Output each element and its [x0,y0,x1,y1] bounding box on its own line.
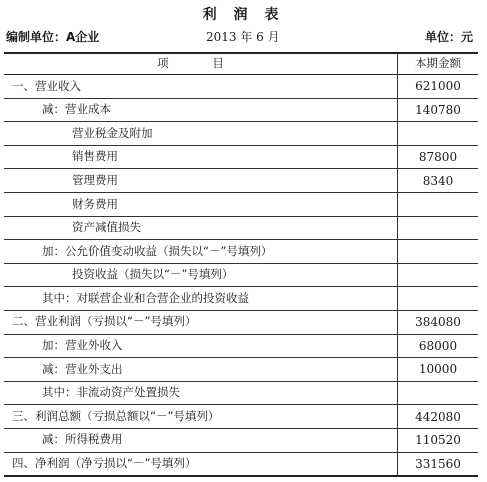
table-row [4,310,478,334]
row-amount: 87800 [398,145,479,169]
column-header-amount: 本期金额 [398,53,479,75]
table-row [4,405,478,429]
row-amount [398,381,479,405]
table-row [4,287,478,311]
row-label: 一、营业收入 [4,75,398,99]
table-row [4,240,478,264]
row-label: 减：营业成本 [4,98,398,122]
table-row [4,122,478,146]
row-amount: 442080 [398,405,479,429]
row-amount: 8340 [398,169,479,193]
table-row [4,169,478,193]
table-row [4,452,478,476]
income-statement-table [4,52,478,477]
table-row [4,98,478,122]
table-row [4,334,478,358]
row-amount: 621000 [398,75,479,99]
row-label: 三、利润总额（亏损总额以“－”号填列） [4,405,398,429]
preparing-unit: 编制单位：A企业 [6,30,100,44]
table-row [4,216,478,240]
table-row [4,75,478,99]
table-row [4,358,478,382]
row-label: 加：公允价值变动收益（损失以“－”号填列） [4,240,398,264]
row-label: 加：营业外收入 [4,334,398,358]
row-label: 营业税金及附加 [4,122,398,146]
row-amount [398,122,479,146]
row-label: 投资收益（损失以“－”号填列） [4,263,398,287]
row-amount [398,287,479,311]
row-amount: 331560 [398,452,479,476]
statement-period: 2013 年 6 月 [206,30,280,44]
table-header-row [4,53,478,75]
row-amount: 110520 [398,428,479,452]
row-amount [398,263,479,287]
row-amount [398,216,479,240]
table-row [4,145,478,169]
table-row [4,428,478,452]
row-label: 四、净利润（净亏损以“－”号填列） [4,452,398,476]
row-label: 减：营业外支出 [4,358,398,382]
row-label: 减：所得税费用 [4,428,398,452]
table-row [4,381,478,405]
row-label: 管理费用 [4,169,398,193]
row-label: 其中：对联营企业和合营企业的投资收益 [4,287,398,311]
row-amount: 10000 [398,358,479,382]
row-amount: 68000 [398,334,479,358]
row-amount: 140780 [398,98,479,122]
row-amount [398,240,479,264]
table-row [4,263,478,287]
row-amount [398,192,479,216]
column-header-item: 项 目 [4,53,398,75]
row-label: 财务费用 [4,192,398,216]
row-label: 其中：非流动资产处置损失 [4,381,398,405]
statement-title: 利 润 表 [202,7,285,23]
row-label: 销售费用 [4,145,398,169]
row-amount: 384080 [398,310,479,334]
currency-unit: 单位：元 [424,30,473,44]
row-label: 二、营业利润（亏损以“－”号填列） [4,310,398,334]
row-label: 资产减值损失 [4,216,398,240]
table-row [4,192,478,216]
